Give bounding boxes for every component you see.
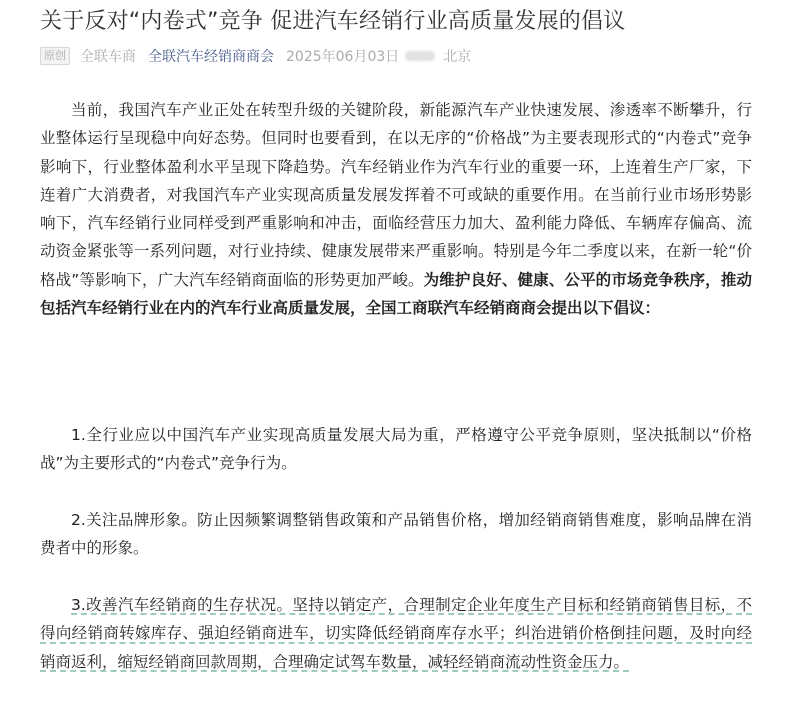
original-badge: 原创 xyxy=(40,47,70,65)
article-meta xyxy=(40,46,471,66)
publish-location: 北京 xyxy=(443,49,472,65)
paragraph-intro-bold: 为维护良好、健康、公平的市场竞争秩序，推动包括汽车经销行业在内的汽车行业高质量发展，全国工商联汽车经销商商会提出以下倡议： xyxy=(40,270,752,318)
paragraph-item-3 xyxy=(40,591,752,676)
author-name: 全联车商 xyxy=(80,49,136,65)
paragraph-item-3-text[interactable]: 3.改善汽车经销商的生存状况。坚持以销定产，合理制定企业年度生产目标和经销商销售目标，不得向经销商转嫁库存、强迫经销商进车，切实降低经销商库存水平；纠治进销价格倒挂问题，及时向经销商返利，缩短经销商回款周期，合理确定试驾车数量，减轻经销商流动性资金压力。 xyxy=(40,596,752,671)
paragraph-intro xyxy=(40,96,752,322)
account-link[interactable]: 全联汽车经销商商会 xyxy=(148,49,274,65)
publish-date: 2025年06月03日 xyxy=(286,49,400,65)
article-title: 关于反对“内卷式”竞争 促进汽车经销行业高质量发展的倡议 xyxy=(40,9,626,34)
paragraph-item-2-text: 2.关注品牌形象。防止因频繁调整销售政策和产品销售价格，增加经销商销售难度，影响品牌在消费者中的形象。 xyxy=(40,511,752,558)
paragraph-item-2 xyxy=(40,506,752,563)
paragraph-intro-text: 当前，我国汽车产业正处在转型升级的关键阶段，新能源汽车产业快速发展、渗透率不断攀升，行业整体运行呈现稳中向好态势。但同时也要看到，在以无序的“价格战”为主要表现形式的“内卷式”竞争影响下，行业整体盈利水平呈现下降趋势。汽车经销业作为汽车行业的重要一环，上连着生产厂家，下连着广大消费者，对我国汽车产业实现高质量发展发挥着不可或缺的重要作用。在当前行业市场形势影响下，汽车经销行业同样受到严重影响和冲击，面临经营压力加大、盈利能力降低、车辆库存偏高、流动资金紧张等一系列问题，对行业持续、健康发展带来严重影响。特别是今年二季度以来，在新一轮“价格战”等影响下，广大汽车经销商面临的形势更加严峻。 xyxy=(40,101,752,289)
paragraph-item-1-text: 1.全行业应以中国汽车产业实现高质量发展大局为重，严格遵守公平竞争原则，坚决抵制以“价格战”为主要形式的“内卷式”竞争行为。 xyxy=(40,426,752,473)
paragraph-item-1 xyxy=(40,421,752,478)
redacted-time xyxy=(405,51,435,61)
